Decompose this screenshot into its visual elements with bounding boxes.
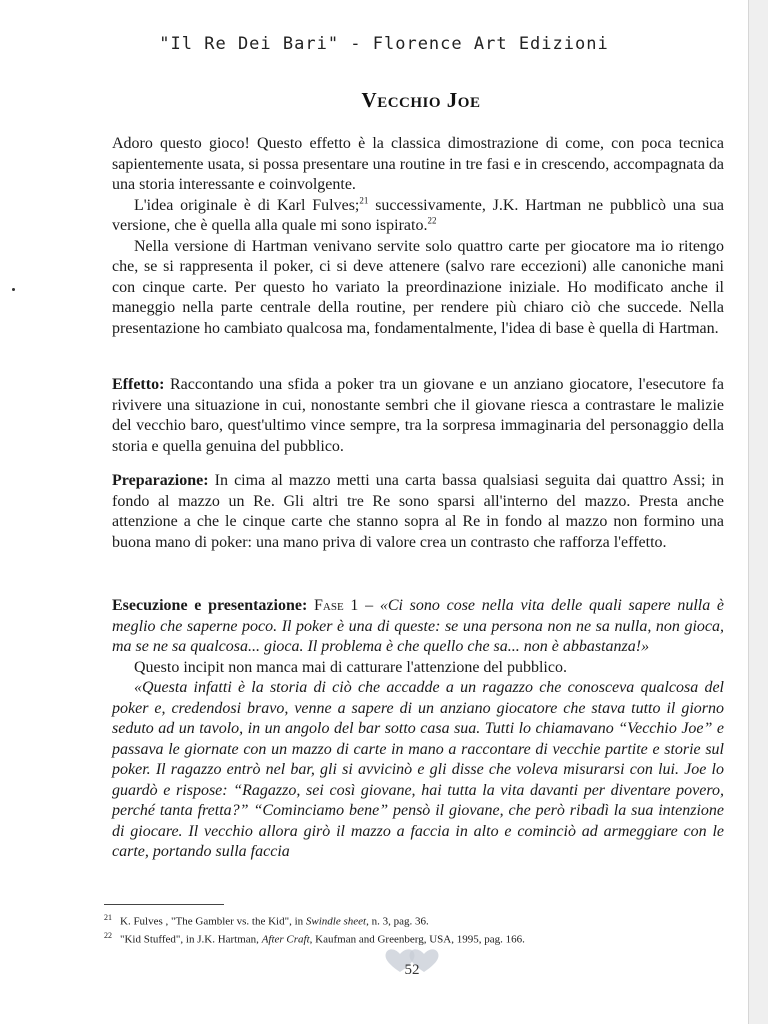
preparation-text: In cima al mazzo metti una carta bassa qualsiasi seguita dai quattro Assi; in fondo al mazzo un Re. Gli altri tre Re sono sparsi all'interno del mazzo. Presta anche attenzione a che le cinque carte che stanno sopra al Re in fondo al mazzo non formino una buona mano di poker: una mano priva di valore crea un contrasto che rafforza l'effetto. bbox=[112, 472, 724, 551]
footnote-text: K. Fulves , "The Gambler vs. the Kid", in bbox=[120, 915, 306, 928]
preparation-paragraph bbox=[112, 471, 724, 553]
footnote-source-title: Swindle sheet bbox=[305, 915, 367, 928]
footnotes bbox=[104, 911, 724, 946]
intro-paragraph-1: Adoro questo gioco! Questo effetto è la classica dimostrazione di come, con poca tecnica sapientemente usata, si possa presentare una routine in tre fasi e in crescendo, accompagnata da una storia interessante e coinvolgente. bbox=[112, 135, 724, 193]
intro-section bbox=[112, 134, 724, 339]
footnote-rule bbox=[104, 904, 224, 905]
effect-label: Effetto: bbox=[112, 376, 165, 393]
scan-speck bbox=[12, 288, 15, 291]
footnote-text-tail: , n. 3, pag. 36. bbox=[366, 915, 429, 928]
footnote-number: 21 bbox=[104, 913, 112, 922]
intro-paragraph-2 bbox=[112, 196, 724, 237]
footnote-source-title: After Craft bbox=[261, 933, 310, 946]
phase-dash: – bbox=[358, 597, 380, 614]
phase-label: Fase 1 bbox=[314, 597, 359, 614]
execution-section bbox=[112, 596, 724, 863]
footnote-21 bbox=[104, 911, 724, 929]
intro-paragraph-3: Nella versione di Hartman venivano servite solo quattro carte per giocatore ma io ritengo che, se si rappresenta il poker, ci si deve attenere (salvo rare eccezioni) alle canoniche mani con cinque carte. Per questo ho variato la preordinazione iniziale. Ho modificato anche il maneggio nella parte centrale della routine, per rendere più chiaro ciò che succede. Nella presentazione ho cambiato qualcosa ma, fondamentalmente, l'idea di base è quella di Hartman. bbox=[112, 237, 724, 337]
footnote-ref-21: 21 bbox=[359, 195, 369, 206]
effect-paragraph bbox=[112, 375, 724, 457]
execution-paragraph-1 bbox=[112, 596, 724, 658]
running-header: "Il Re Dei Bari" - Florence Art Edizioni bbox=[159, 34, 609, 54]
effect-text: Raccontando una sfida a poker tra un giovane e un anziano giocatore, l'esecutore fa rivivere una situazione in cui, nonostante sembri che il giovane riesca a contrastare le malizie del vecchio baro, quest'ultimo vince sempre, tra la sorpresa immaginaria del personaggio della storia e quella genuina del pubblico. bbox=[112, 376, 724, 455]
preparation-label: Preparazione: bbox=[112, 472, 209, 489]
footnote-number: 22 bbox=[104, 930, 112, 940]
intro-paragraph-2-text-b: successivamente, J.K. Hartman ne pubblicò una sua versione, che è quella alla quale mi sono ispirato. bbox=[112, 196, 725, 234]
preparation-section bbox=[112, 471, 724, 553]
intro-paragraph-2-text-a: L'idea originale è di Karl Fulves; bbox=[134, 196, 360, 214]
effect-section bbox=[112, 375, 724, 457]
execution-label: Esecuzione e presentazione: bbox=[112, 597, 308, 614]
footnote-text: "Kid Stuffed", in J.K. Hartman, bbox=[120, 933, 262, 946]
footnote-ref-22: 22 bbox=[427, 215, 437, 226]
opening-quote: «Ci sono cose nella vita delle quali sapere nulla è meglio che saperne poco. Il poker è una di queste: se una persona non ne sa nulla, non gioca, ma se ne sa qualcosa... gioca. Il problema è che quello che sa... non è abbastanza!» bbox=[112, 597, 725, 655]
story-quote-text: «Questa infatti è la storia di ciò che accadde a un ragazzo che conosceva qualcosa del poker e, credendosi bravo, venne a sapere di un anziano giocatore che stava tutto il giorno seduto ad un tavolo, in un angolo del bar sotto casa sua. Tutti lo chiamavano “Vecchio Joe” e passava le giornate con un mazzo di carte in mano a raccontare di vecchie partite e storie sul poker. Il ragazzo entrò nel bar, gli si avvicinò e gli disse che voleva misurarsi con lui. Joe lo guardò e rispose: “Ragazzo, sei così giovane, hai tutta la vita davanti per diventare povero, perché tanta fretta?” “Cominciamo bene” pensò il giovane, che però ribadì la sua intenzione di giocare. Il vecchio allora girò il mazzo a faccia in alto e cominciò ad armeggiare con le carte, portando sulla faccia bbox=[112, 679, 724, 860]
execution-paragraph-2: Questo incipit non manca mai di catturare l'attenzione del pubblico. bbox=[134, 658, 567, 676]
page-number: 52 bbox=[404, 962, 420, 978]
footnote-text-tail: , Kaufman and Greenberg, USA, 1995, pag. 166. bbox=[309, 933, 525, 946]
footnote-22 bbox=[104, 929, 724, 947]
page-edge-shadow bbox=[748, 0, 768, 1024]
story-quote bbox=[112, 678, 724, 863]
chapter-title: Vecchio Joe bbox=[361, 88, 481, 112]
